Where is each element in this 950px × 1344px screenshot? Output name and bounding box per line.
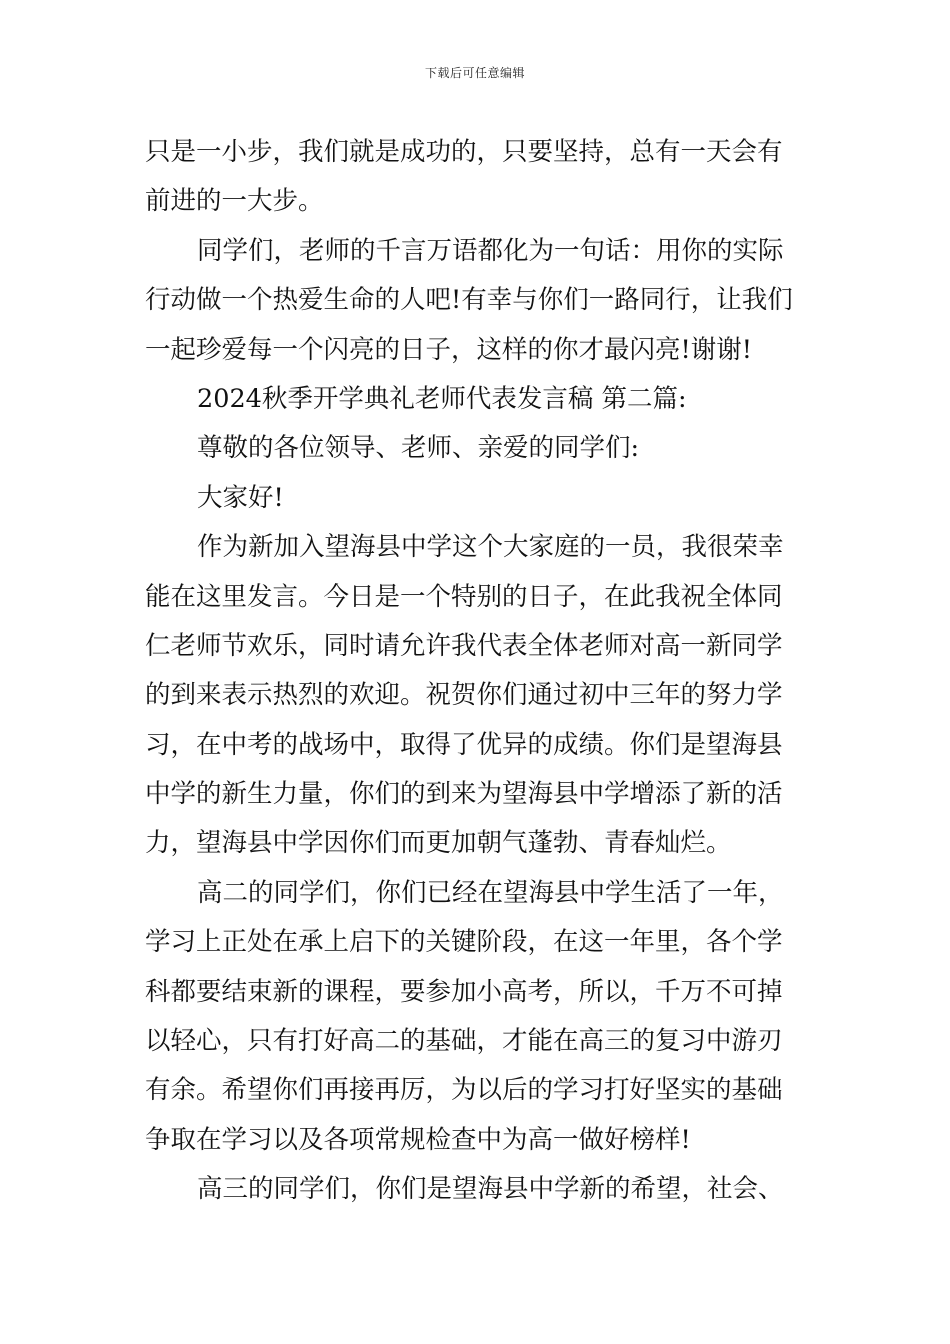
text-line: 同学们，老师的千言万语都化为一句话：用你的实际 [197, 235, 784, 266]
text-line: 作为新加入望海县中学这个大家庭的一员，我很荣幸 [197, 532, 784, 563]
text-line: 学习上正处在承上启下的关键阶段，在这一年里，各个学 [145, 927, 783, 958]
text-line: 尊敬的各位领导、老师、亲爱的同学们: [197, 433, 640, 464]
text-line: 2024秋季开学典礼老师代表发言稿 第二篇: [197, 383, 687, 414]
text-line: 争取在学习以及各项常规检查中为高一做好榜样! [145, 1124, 691, 1155]
text-line: 以轻心，只有打好高二的基础，才能在高三的复习中游刃 [145, 1026, 783, 1057]
text-line: 一起珍爱每一个闪亮的日子，这样的你才最闪亮!谢谢! [145, 334, 752, 365]
text-line: 力，望海县中学因你们而更加朝气蓬勃、青春灿烂。 [145, 828, 732, 859]
text-line: 高二的同学们，你们已经在望海县中学生活了一年， [197, 877, 784, 908]
text-line: 有余。希望你们再接再厉，为以后的学习打好坚实的基础 [145, 1075, 783, 1106]
text-line: 科都要结束新的课程，要参加小高考，所以，千万不可掉 [145, 976, 783, 1007]
text-line: 只是一小步，我们就是成功的，只要坚持，总有一天会有 [145, 137, 783, 167]
text-line: 能在这里发言。今日是一个特别的日子，在此我祝全体同 [145, 581, 783, 612]
text-line: 前进的一大步。 [145, 186, 324, 217]
text-line: 行动做一个热爱生命的人吧!有幸与你们一路同行，让我们 [145, 285, 793, 316]
text-line: 的到来表示热烈的欢迎。祝贺你们通过初中三年的努力学 [145, 680, 783, 711]
text-line: 高三的同学们，你们是望海县中学新的希望，社会、 [197, 1174, 784, 1205]
document-body [145, 128, 810, 1215]
text-line: 中学的新生力量，你们的到来为望海县中学增添了新的活 [145, 779, 783, 810]
page-header: 下载后可任意编辑 [424, 66, 525, 80]
text-line: 习，在中考的战场中，取得了优异的成绩。你们是望海县 [145, 729, 783, 760]
text-line: 仁老师节欢乐，同时请允许我代表全体老师对高一新同学 [145, 630, 783, 661]
text-line: 大家好! [197, 482, 284, 513]
